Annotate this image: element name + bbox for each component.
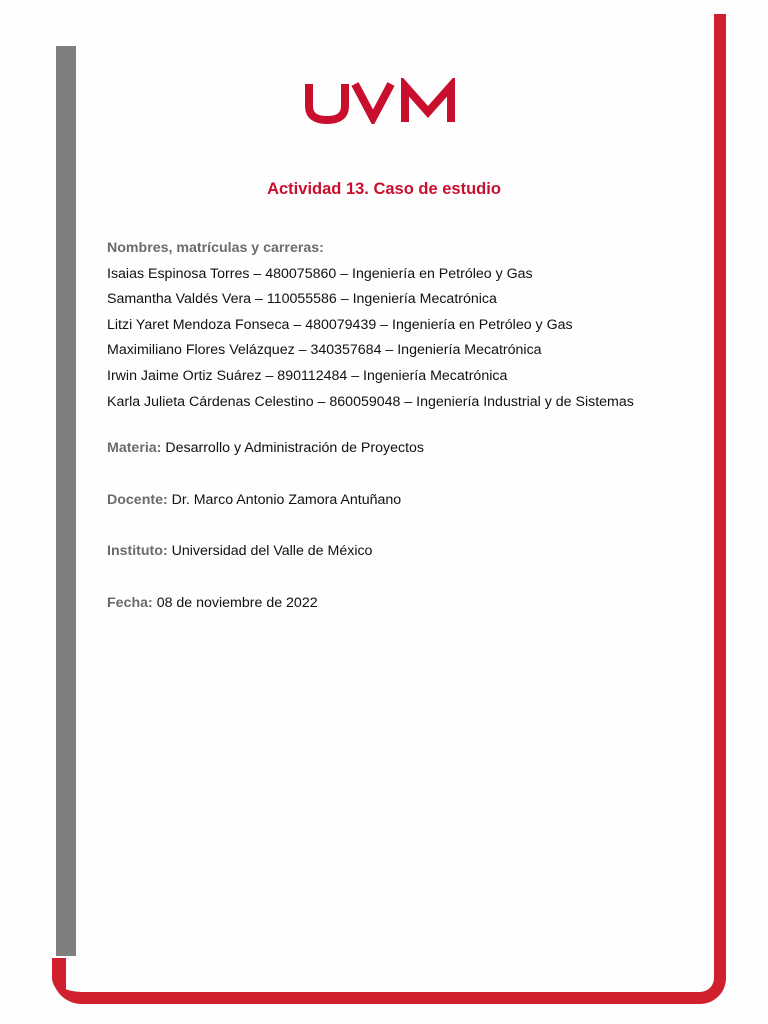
fecha-field (107, 595, 318, 611)
docente-label: Docente: (107, 492, 168, 508)
materia-value: Desarrollo y Administración de Proyectos (165, 440, 424, 456)
members-heading: Nombres, matrículas y carreras: (107, 240, 324, 256)
instituto-label: Instituto: (107, 543, 168, 559)
red-border-frame (52, 14, 726, 1004)
members-section (107, 236, 707, 415)
materia-label: Materia: (107, 440, 162, 456)
instituto-value: Universidad del Valle de México (171, 543, 373, 559)
fecha-label: Fecha: (107, 595, 153, 611)
member-line: Karla Julieta Cárdenas Celestino – 860059048 – Ingeniería Industrial y de Sistemas (107, 393, 634, 410)
instituto-field (107, 543, 372, 559)
member-line: Maximiliano Flores Velázquez – 340357684 – Ingeniería Mecatrónica (107, 342, 542, 359)
member-line: Irwin Jaime Ortiz Suárez – 890112484 – Ingeniería Mecatrónica (107, 367, 508, 384)
member-line: Samantha Valdés Vera – 110055586 – Ingeniería Mecatrónica (107, 291, 497, 308)
fecha-value: 08 de noviembre de 2022 (156, 595, 318, 611)
document-title: Actividad 13. Caso de estudio (267, 180, 501, 198)
docente-value: Dr. Marco Antonio Zamora Antuñano (171, 492, 402, 508)
member-line: Litzi Yaret Mendoza Fonseca – 480079439 – Ingeniería en Petróleo y Gas (107, 316, 573, 333)
uvm-logo (305, 78, 465, 124)
materia-field (107, 440, 424, 456)
docente-field (107, 492, 401, 508)
member-line: Isaias Espinosa Torres – 480075860 – Ingeniería en Petróleo y Gas (107, 265, 533, 282)
